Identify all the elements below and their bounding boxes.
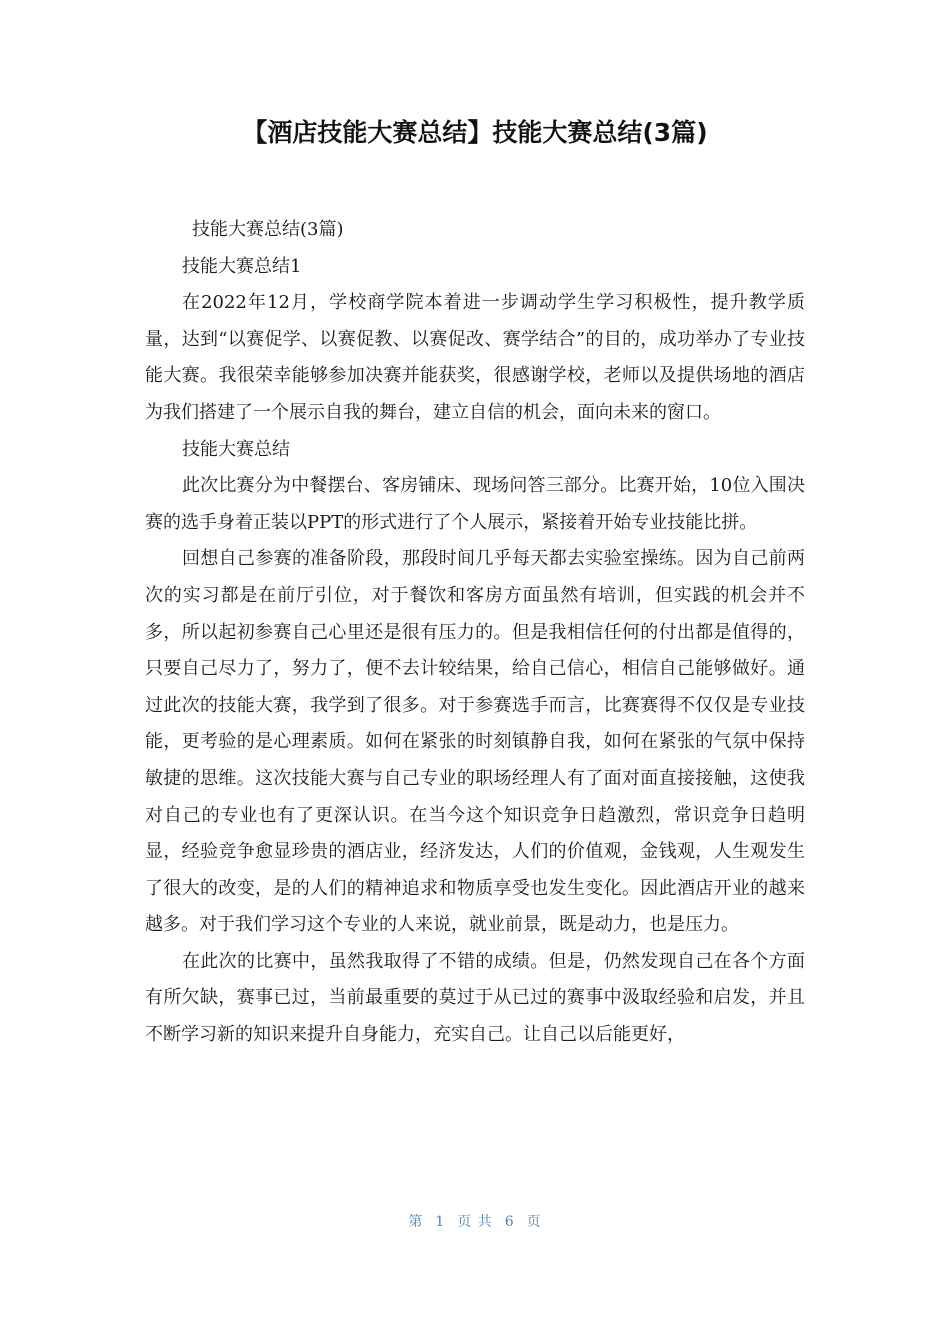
current-page-number: 1 <box>435 1214 446 1230</box>
body-paragraph: 在2022年12月，学校商学院本着进一步调动学生学习积极性，提升教学质量，达到“以赛促学、以赛促教、以赛促改、赛学结合”的目的，成功举办了专业技能大赛。我很荣幸能够参加决赛并能获奖，很感谢学校，老师以及提供场地的酒店为我们搭建了一个展示自我的舞台，建立自信的机会，面向未来的窗口。 <box>145 292 805 423</box>
body-paragraph: 在此次的比赛中，虽然我取得了不错的成绩。但是，仍然发现自己在各个方面有所欠缺，赛事已过，当前最重要的莫过于从已过的赛事中汲取经验和启发，并且不断学习新的知识来提升自身能力，充实自己。让自己以后能更好， <box>145 950 805 1046</box>
footer-middle: 页 共 <box>457 1214 493 1230</box>
document-title: 【酒店技能大赛总结】技能大赛总结(3篇) <box>242 118 708 147</box>
section-heading-1: 技能大赛总结1 <box>182 255 302 277</box>
section-heading-2: 技能大赛总结 <box>182 438 290 460</box>
body-paragraph: 此次比赛分为中餐摆台、客房铺床、现场问答三部分。比赛开始，10位入围决赛的选手身着正装以PPT的形式进行了个人展示，紧接着开始专业技能比拼。 <box>145 475 805 533</box>
document-body <box>145 212 805 1054</box>
subtitle-paragraph: 技能大赛总结(3篇) <box>192 219 344 240</box>
page-footer <box>0 1210 950 1234</box>
body-paragraph: 回想自己参赛的准备阶段，那段时间几乎每天都去实验室操练。因为自己前两次的实习都是在前厅引位，对于餐饮和客房方面虽然有培训，但实践的机会并不多，所以起初参赛自己心里还是很有压力的。但是我相信任何的付出都是值得的，只要自己尽力了，努力了，便不去计较结果，给自己信心，相信自己能够做好。通过此次的技能大赛，我学到了很多。对于参赛选手而言，比赛赛得不仅仅是专业技能，更考验的是心理素质。如何在紧张的时刻镇静自我，如何在紧张的气氛中保持敏捷的思维。这次技能大赛与自己专业的职场经理人有了面对面直接接触，这使我对自己的专业也有了更深认识。在当今这个知识竞争日趋激烈，常识竞争日趋明显，经验竞争愈显珍贵的酒店业，经济发达，人们的价值观，金钱观，人生观发生了很大的改变，是的人们的精神追求和物质享受也发生变化。因此酒店开业的越来越多。对于我们学习这个专业的人来说，就业前景，既是动力，也是压力。 <box>145 548 805 936</box>
total-pages-number: 6 <box>504 1214 515 1230</box>
footer-prefix: 第 <box>408 1214 424 1230</box>
footer-suffix: 页 <box>526 1214 542 1230</box>
